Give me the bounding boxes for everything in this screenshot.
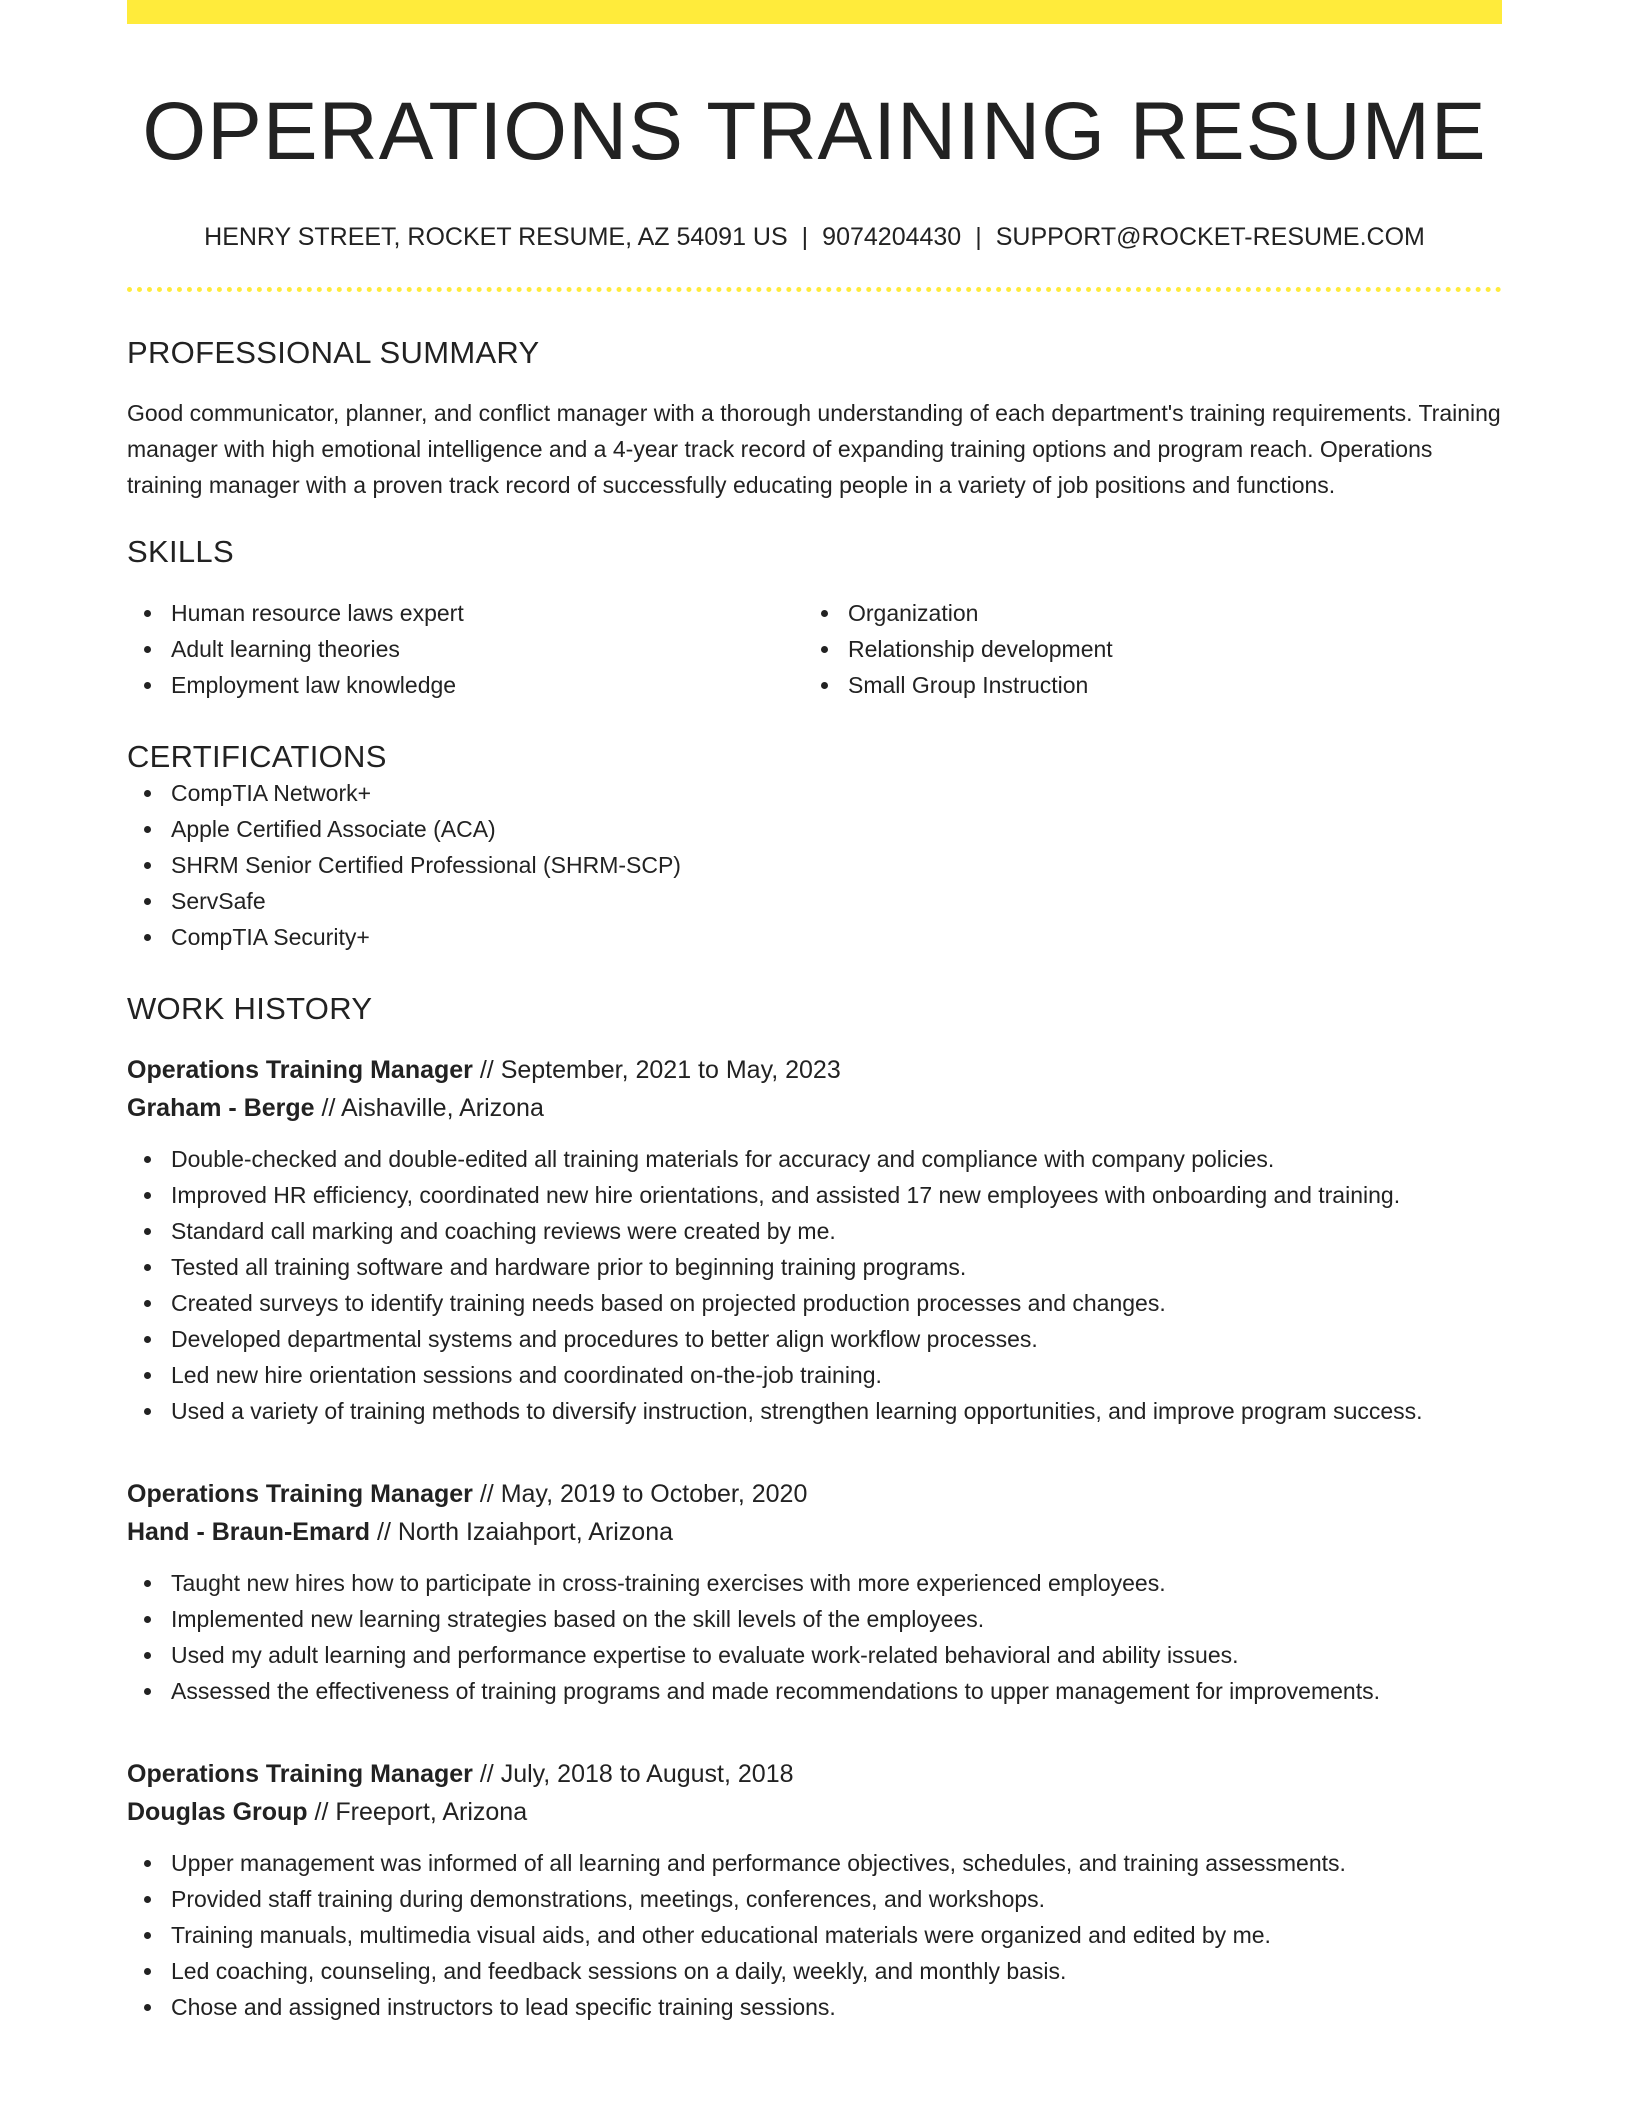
job-company-line — [127, 1793, 1502, 1831]
skill-item: Relationship development — [804, 631, 1481, 667]
certification-item: Apple Certified Associate (ACA) — [127, 811, 1502, 847]
skills-heading: SKILLS — [127, 534, 234, 570]
skills-section — [127, 533, 1502, 702]
job-location: // Freeport, Arizona — [307, 1797, 528, 1826]
job-dates: // September, 2021 to May, 2023 — [472, 1055, 841, 1084]
job-duty: Tested all training software and hardware prior to beginning training programs. — [127, 1249, 1502, 1285]
job-company-line — [127, 1513, 1502, 1551]
contact-line — [127, 222, 1502, 252]
certification-item: ServSafe — [127, 883, 1502, 919]
job-duty: Implemented new learning strategies based on the skill levels of the employees. — [127, 1601, 1502, 1637]
job-duty: Used my adult learning and performance expertise to evaluate work-related behavioral and ability issues. — [127, 1637, 1502, 1673]
certification-item: CompTIA Security+ — [127, 919, 1502, 955]
job-dates: // May, 2019 to October, 2020 — [472, 1479, 808, 1508]
summary-text: Good communicator, planner, and conflict manager with a thorough understanding of each department's training requirements. Training manager with high emotional intelligence and a 4-year track record of expanding training options and program reach. Operations training manager with a proven track record of successfully educating people in a variety of job positions and functions. — [127, 400, 1501, 499]
contact-separator: | — [975, 223, 982, 252]
job-duties-list — [127, 1845, 1502, 2025]
job-duties-list — [127, 1565, 1502, 1709]
job-duty: Developed departmental systems and procedures to better align workflow processes. — [127, 1321, 1502, 1357]
job-duty: Led new hire orientation sessions and coordinated on-the-job training. — [127, 1357, 1502, 1393]
job-title-line — [127, 1051, 1502, 1089]
job-company-line — [127, 1089, 1502, 1127]
skills-grid — [127, 595, 1502, 703]
job-duty: Taught new hires how to participate in cross-training exercises with more experienced employees. — [127, 1565, 1502, 1601]
job-title-line — [127, 1755, 1502, 1793]
job-duty: Double-checked and double-edited all training materials for accuracy and compliance with company policies. — [127, 1141, 1502, 1177]
summary-heading: PROFESSIONAL SUMMARY — [127, 335, 540, 371]
job-duty: Used a variety of training methods to diversify instruction, strengthen learning opportunities, and improve program success. — [127, 1393, 1502, 1429]
job-duty: Provided staff training during demonstrations, meetings, conferences, and workshops. — [127, 1881, 1502, 1917]
job-company: Douglas Group — [127, 1797, 308, 1826]
job-title: Operations Training Manager — [127, 1759, 473, 1788]
skill-item: Human resource laws expert — [127, 595, 804, 631]
job-title: Operations Training Manager — [127, 1055, 473, 1084]
job-duty: Standard call marking and coaching reviews were created by me. — [127, 1213, 1502, 1249]
certifications-section — [127, 738, 1502, 955]
job-location: // Aishaville, Arizona — [314, 1093, 544, 1122]
contact-address: HENRY STREET, ROCKET RESUME, AZ 54091 US — [204, 223, 788, 252]
skills-left-list — [127, 595, 804, 703]
job-title-line — [127, 1475, 1502, 1513]
dotted-divider — [127, 287, 1502, 292]
job-location: // North Izaiahport, Arizona — [370, 1517, 674, 1546]
job-duty: Led coaching, counseling, and feedback sessions on a daily, weekly, and monthly basis. — [127, 1953, 1502, 1989]
skill-item: Adult learning theories — [127, 631, 804, 667]
job-title: Operations Training Manager — [127, 1479, 473, 1508]
job-duty: Improved HR efficiency, coordinated new hire orientations, and assisted 17 new employees with onboarding and training. — [127, 1177, 1502, 1213]
job-company: Graham - Berge — [127, 1093, 315, 1122]
contact-separator: | — [801, 223, 809, 252]
certification-item: CompTIA Network+ — [127, 775, 1502, 811]
certification-item: SHRM Senior Certified Professional (SHRM-SCP) — [127, 847, 1502, 883]
contact-email: SUPPORT@ROCKET-RESUME.COM — [995, 223, 1425, 252]
job-company: Hand - Braun-Emard — [127, 1517, 371, 1546]
summary-section — [127, 334, 1502, 503]
job-duty: Created surveys to identify training needs based on projected production processes and changes. — [127, 1285, 1502, 1321]
resume-page — [127, 0, 1502, 2025]
job-entry — [127, 1755, 1502, 2025]
work-history-section — [127, 990, 1502, 2025]
skill-item: Employment law knowledge — [127, 667, 804, 703]
job-duty: Assessed the effectiveness of training programs and made recommendations to upper management for improvements. — [127, 1673, 1502, 1709]
job-duty: Training manuals, multimedia visual aids, and other educational materials were organized and edited by me. — [127, 1917, 1502, 1953]
job-entry — [127, 1051, 1502, 1429]
accent-top-bar — [127, 0, 1502, 24]
resume-title: OPERATIONS TRAINING RESUME — [142, 86, 1487, 177]
work-history-heading: WORK HISTORY — [127, 990, 373, 1026]
skill-item: Organization — [804, 595, 1481, 631]
certifications-heading: CERTIFICATIONS — [127, 738, 387, 774]
job-duties-list — [127, 1141, 1502, 1429]
job-duty: Chose and assigned instructors to lead specific training sessions. — [127, 1989, 1502, 2025]
certifications-list — [127, 775, 1502, 955]
job-dates: // July, 2018 to August, 2018 — [472, 1759, 794, 1788]
contact-phone: 9074204430 — [822, 223, 962, 252]
skill-item: Small Group Instruction — [804, 667, 1481, 703]
job-entry — [127, 1475, 1502, 1709]
job-duty: Upper management was informed of all learning and performance objectives, schedules, and training assessments. — [127, 1845, 1502, 1881]
skills-right-list — [804, 595, 1481, 703]
